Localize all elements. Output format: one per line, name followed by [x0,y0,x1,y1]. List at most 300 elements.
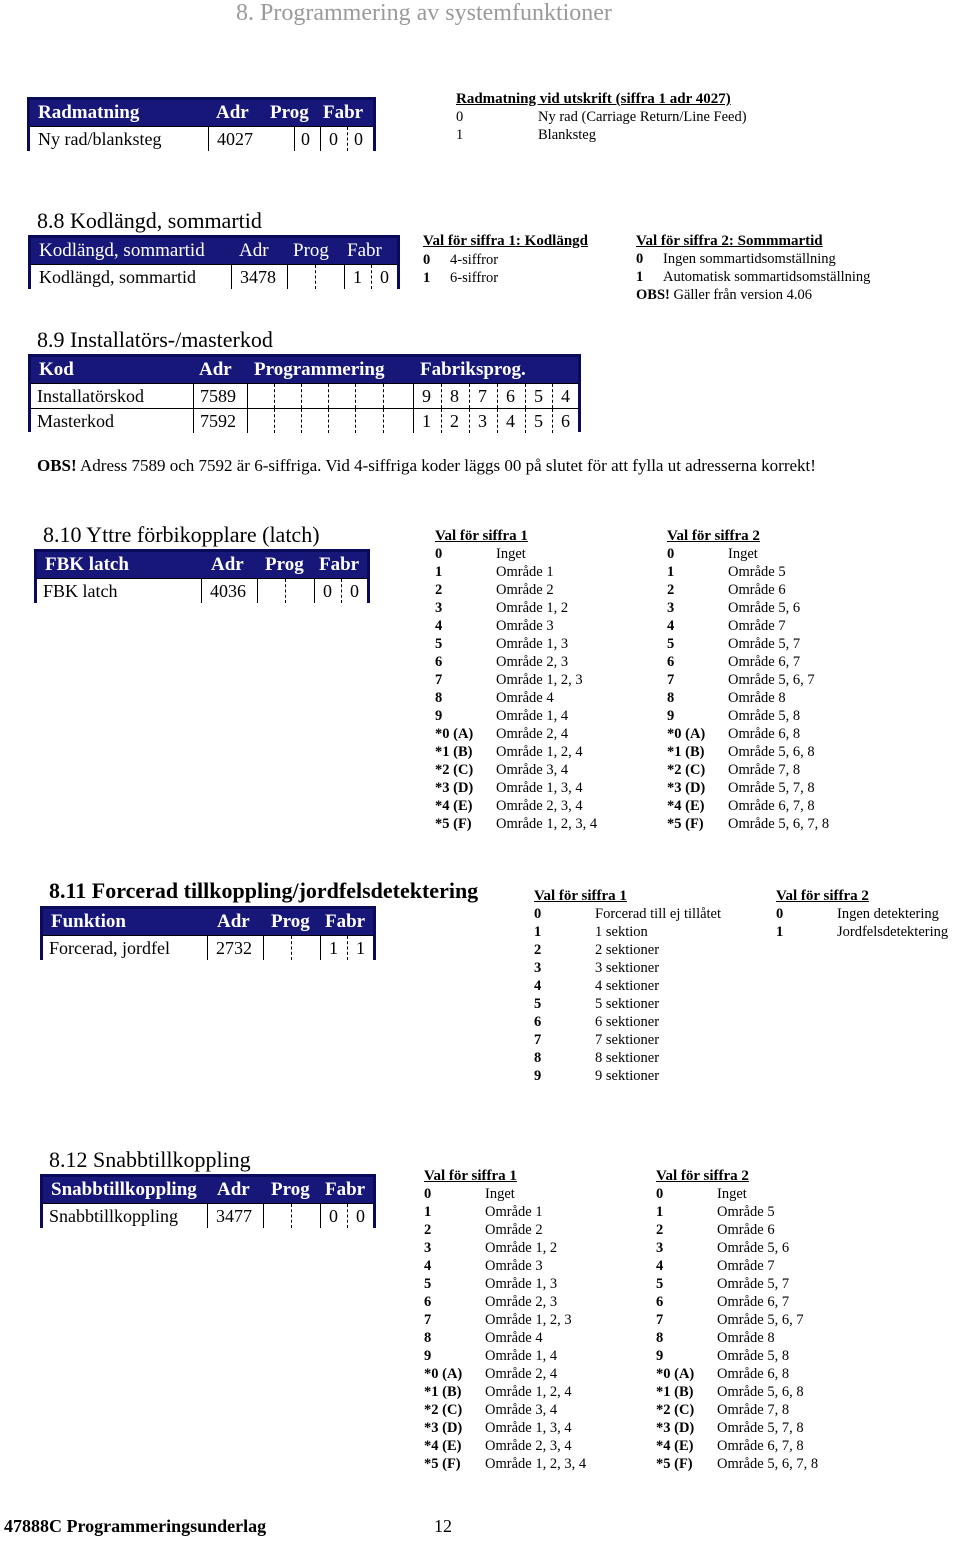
option-value: Område 2 [485,1222,543,1238]
list-item [424,1402,624,1420]
option-value: Område 6 [728,582,786,598]
header-name: Funktion [51,911,126,932]
option-key: *2 (C) [424,1402,463,1418]
option-key: 2 [424,1222,432,1238]
row-name: FBK latch [43,581,118,601]
obs-note [636,287,916,305]
option-key: *0 (A) [656,1366,695,1382]
prog-divider [291,936,293,960]
list-item [456,127,796,145]
prog-divider [285,579,287,603]
option-value: Område 5 [717,1204,775,1220]
prog-divider [291,1204,293,1228]
option-key: 6 [534,1014,542,1030]
fabr-digit: 1 [413,409,431,433]
fabr-digit: 4 [497,409,515,433]
list-item [435,798,635,816]
option-key: *5 (F) [424,1456,461,1472]
option-key: 3 [424,1240,432,1256]
table-row [31,408,578,433]
option-key: 9 [667,708,675,724]
row-fabr-1: 1 [320,936,338,960]
fabr-digit: 2 [441,409,459,433]
option-value: Område 5, 7 [717,1276,790,1292]
row-name: Installatörskod [37,386,144,406]
list-title: Val för siffra 1: Kodlängd [423,233,589,249]
option-value: Område 5, 6, 7, 8 [717,1456,819,1472]
section-heading: 8.9 Installatörs-/masterkod [37,327,273,352]
list-item [656,1204,856,1222]
list-item [776,906,958,924]
list-item [656,1366,856,1384]
option-value: Område 6, 8 [717,1366,790,1382]
row-fabr-2: 0 [341,579,359,603]
option-key: *4 (E) [435,798,473,814]
prog-divider [301,409,303,433]
table-row [30,126,373,151]
list-item [656,1420,856,1438]
option-value: Område 5, 6 [717,1240,790,1256]
option-value: Forcerad till ej tillåtet [595,906,722,922]
option-key: 8 [534,1050,542,1066]
list-item [435,672,635,690]
option-value: Område 1, 2 [496,600,569,616]
option-key: *4 (E) [667,798,705,814]
list-item [423,252,613,270]
option-key: 6 [656,1294,664,1310]
header-fabr: Fabr [325,1179,366,1200]
option-key: 1 [424,1204,432,1220]
header-name: Snabbtillkoppling [51,1179,197,1200]
list-item [667,816,867,834]
option-value: Område 4 [496,690,554,706]
list-item [656,1222,856,1240]
option-value: 6-siffror [450,270,499,286]
option-key: 8 [656,1330,664,1346]
list-item [424,1186,624,1204]
list-item [656,1384,856,1402]
row-name: Kodlängd, sommartid [39,267,196,287]
option-value: 6 sektioner [595,1014,660,1030]
option-value: Område 1, 2, 4 [485,1384,572,1400]
list-item [534,996,754,1014]
option-value: Område 1, 4 [496,708,569,724]
header-prog: Prog [265,554,304,575]
list-title: Val för siffra 2 [667,528,760,544]
table-header [37,552,367,578]
header-fabr: Fabr [347,240,382,261]
option-key: *0 (A) [667,726,706,742]
option-value: Område 5, 7, 8 [728,780,815,796]
list-item [435,744,635,762]
option-key: 1 [636,269,644,285]
option-key: 4 [424,1258,432,1274]
header-prog: Prog [293,240,329,261]
option-value: Område 6, 7 [728,654,801,670]
list-item [667,762,867,780]
option-key: 2 [656,1222,664,1238]
list-item [667,654,867,672]
table-header [31,238,397,264]
option-key: 1 [423,270,431,286]
header-prog: Prog [270,102,309,123]
option-value: Område 4 [485,1330,543,1346]
row-adr: 4027 [208,127,253,151]
option-value: Område 5, 6, 7 [728,672,815,688]
list-item [667,546,867,564]
header-fabr: Fabr [325,911,366,932]
list-item [424,1348,624,1366]
option-value: Område 1, 2, 3, 4 [485,1456,587,1472]
option-key: *1 (B) [424,1384,462,1400]
option-value: Område 1, 2, 4 [496,744,583,760]
fabr-digit: 4 [552,384,570,408]
list-title: Val för siffra 1 [435,528,528,544]
row-prog: 0 [294,127,310,151]
page-number: 12 [434,1516,452,1536]
table-row [43,935,373,960]
header-kod: Kod [39,359,74,380]
fabr-digit: 6 [552,409,570,433]
list-item [656,1186,856,1204]
option-value: Område 2, 3, 4 [496,798,583,814]
list-item [424,1204,624,1222]
obs-text: Adress 7589 och 7592 är 6-siffriga. Vid 4-siffriga koder läggs 00 på slutet för att fylla ut adresserna korrekt! [80,456,816,475]
option-key: 6 [667,654,675,670]
row-fabr-1: 0 [320,1204,338,1228]
prog-divider [315,265,317,289]
option-key: 1 [534,924,542,940]
list-item [667,744,867,762]
table-row [31,383,578,408]
list-item [776,924,958,942]
option-value: 4-siffror [450,252,499,268]
list-item [534,942,754,960]
header-adr: Adr [217,911,250,932]
section-heading: 8.11 Forcerad tillkoppling/jordfelsdetektering [49,878,479,903]
option-key: 0 [656,1186,664,1202]
list-item [534,978,754,996]
row-adr: 7592 [193,409,236,433]
option-key: 8 [435,690,443,706]
option-value: 5 sektioner [595,996,660,1012]
option-key: *2 (C) [435,762,474,778]
snabb-table [40,1174,376,1228]
option-value: Område 2, 3 [496,654,569,670]
fabr-digit: 6 [497,384,515,408]
option-key: 7 [667,672,675,688]
option-key: 1 [435,564,443,580]
header-adr: Adr [216,102,249,123]
list-item [534,906,754,924]
option-value: Område 1, 2, 3 [485,1312,572,1328]
option-key: 2 [534,942,542,958]
list-item [424,1240,624,1258]
list-item [435,654,635,672]
option-key: 3 [656,1240,664,1256]
option-list [656,1186,856,1478]
option-key: 0 [424,1186,432,1202]
option-key: 0 [636,251,644,267]
option-value: Område 2 [496,582,554,598]
option-value: Område 2, 3 [485,1294,558,1310]
list-item [435,636,635,654]
list-item [423,270,613,288]
header-adr: Adr [211,554,244,575]
fabr-digit: 5 [525,384,543,408]
option-key: 1 [656,1204,664,1220]
option-list [456,109,796,149]
option-key: 6 [435,654,443,670]
list-item [424,1456,624,1474]
option-key: 0 [435,546,443,562]
option-key: 0 [776,906,784,922]
row-fabr-1: 1 [344,265,362,289]
header-name: Radmatning [38,102,140,123]
list-item [656,1240,856,1258]
option-value: Inget [717,1186,747,1202]
row-adr: 7589 [193,384,236,408]
section-heading: 8.10 Yttre förbikopplare (latch) [43,522,320,547]
option-key: 5 [534,996,542,1012]
list-item [424,1330,624,1348]
option-value: Område 1, 3, 4 [485,1420,572,1436]
list-item [667,672,867,690]
prog-divider [263,1204,265,1228]
option-key: 7 [424,1312,432,1328]
list-item [667,798,867,816]
option-key: 4 [667,618,675,634]
option-key: *0 (A) [435,726,474,742]
option-value: Område 6, 7 [717,1294,790,1310]
option-key: 9 [656,1348,664,1364]
option-key: 1 [776,924,784,940]
option-value: 1 sektion [595,924,648,940]
prog-divider [274,409,276,433]
row-fabr-2: 0 [371,265,389,289]
list-item [534,924,754,942]
option-key: 0 [423,252,431,268]
option-value: Område 7 [717,1258,775,1274]
option-key: 9 [435,708,443,724]
option-value: Område 5, 8 [728,708,801,724]
option-key: *2 (C) [656,1402,695,1418]
prog-divider [383,409,385,433]
list-item [636,251,916,269]
option-key: 3 [534,960,542,976]
option-value: Område 5, 8 [717,1348,790,1364]
list-item [456,109,796,127]
row-name: Masterkod [37,411,114,431]
option-key: 0 [456,109,464,125]
list-item [656,1348,856,1366]
option-list [423,252,613,292]
header-fabriksprog: Fabriksprog. [420,359,526,380]
option-key: *1 (B) [656,1384,694,1400]
option-key: 0 [667,546,675,562]
list-title: Val för siffra 1 [534,888,627,904]
option-value: Område 1, 2, 3, 4 [496,816,598,832]
option-value: Område 5 [728,564,786,580]
list-item [435,762,635,780]
header-programmering: Programmering [254,359,385,380]
prog-divider [257,579,259,603]
header-name: FBK latch [45,554,129,575]
prog-divider [328,409,330,433]
prog-divider [301,384,303,408]
list-item [656,1294,856,1312]
list-item [424,1258,624,1276]
obs-text: Gäller från version 4.06 [673,287,812,303]
row-fabr-2: 0 [347,1204,365,1228]
option-value: Område 1, 3, 4 [496,780,583,796]
option-value: Område 5, 7 [728,636,801,652]
kodlangd-table [28,235,400,289]
option-value: Jordfelsdetektering [837,924,949,940]
list-item [667,582,867,600]
option-value: Område 3, 4 [485,1402,558,1418]
option-key: 9 [424,1348,432,1364]
option-list [534,906,754,1090]
fabr-digit: 7 [469,384,487,408]
option-value: Område 1, 2 [485,1240,558,1256]
option-value: 3 sektioner [595,960,660,976]
list-item [667,618,867,636]
list-item [534,1068,754,1086]
option-key: 2 [667,582,675,598]
list-item [435,726,635,744]
option-value: Inget [496,546,526,562]
list-item [667,690,867,708]
list-title: Val för siffra 2: Sommmartid [636,233,823,249]
option-value: Område 2, 3, 4 [485,1438,572,1454]
list-item [424,1222,624,1240]
option-value: Område 3, 4 [496,762,569,778]
table-row [43,1203,373,1228]
option-value: Område 3 [485,1258,543,1274]
option-key: 7 [534,1032,542,1048]
list-item [534,960,754,978]
option-key: 0 [534,906,542,922]
option-list [776,906,958,946]
row-name: Forcerad, jordfel [49,938,170,958]
option-value: Område 1, 4 [485,1348,558,1364]
option-key: *1 (B) [667,744,705,760]
list-item [424,1276,624,1294]
prog-divider [383,384,385,408]
row-adr: 4036 [201,579,246,603]
fabr-digit: 8 [441,384,459,408]
option-value: Ingen detektering [837,906,939,922]
list-item [435,564,635,582]
row-name: Ny rad/blanksteg [38,129,162,149]
header-fabr: Fabr [319,554,360,575]
prog-divider [355,384,357,408]
section-heading: 8.12 Snabbtillkoppling [49,1147,251,1172]
row-name: Snabbtillkoppling [49,1206,179,1226]
obs-label: OBS! [636,287,670,303]
list-item [667,636,867,654]
option-value: Område 7, 8 [717,1402,790,1418]
option-key: 8 [667,690,675,706]
installator-table [28,354,581,432]
header-adr: Adr [217,1179,250,1200]
option-value: Område 5, 6, 8 [717,1384,804,1400]
row-fabr-1: 0 [320,127,338,151]
row-fabr-1: 0 [314,579,332,603]
list-item [435,816,635,834]
option-value: Område 1 [485,1204,543,1220]
list-item [424,1294,624,1312]
forcerad-table [40,906,376,960]
option-list [435,546,635,838]
option-value: Område 2, 4 [496,726,569,742]
option-value: Inget [485,1186,515,1202]
list-item [636,269,916,287]
row-adr: 2732 [207,936,252,960]
list-item [435,690,635,708]
option-value: Område 1, 3 [496,636,569,652]
option-key: *1 (B) [435,744,473,760]
fbk-table [34,549,370,603]
table-header [43,909,373,935]
option-key: *3 (D) [667,780,706,796]
fabr-digit: 9 [413,384,431,408]
table-header [30,100,373,126]
option-key: 2 [435,582,443,598]
list-item [534,1014,754,1032]
list-item [656,1438,856,1456]
option-key: 8 [424,1330,432,1346]
option-value: Ingen sommartidsomställning [663,251,836,267]
footer-doc: 47888C Programmeringsunderlag [4,1516,267,1536]
option-value: Område 6, 7, 8 [717,1438,804,1454]
option-value: Område 8 [717,1330,775,1346]
option-value: Ny rad (Carriage Return/Line Feed) [538,109,747,125]
option-value: Område 5, 7, 8 [717,1420,804,1436]
option-value: 2 sektioner [595,942,660,958]
prog-divider [287,265,289,289]
list-title: Val för siffra 2 [656,1168,749,1184]
list-item [667,726,867,744]
list-item [667,708,867,726]
option-value: Område 1 [496,564,554,580]
option-key: *3 (D) [656,1420,695,1436]
fabr-digit: 5 [525,409,543,433]
option-key: *4 (E) [424,1438,462,1454]
option-value: 8 sektioner [595,1050,660,1066]
option-list [636,251,916,309]
option-key: 5 [656,1276,664,1292]
list-item [667,564,867,582]
list-item [656,1276,856,1294]
option-key: 9 [534,1068,542,1084]
option-list [424,1186,624,1478]
option-value: Område 1, 3 [485,1276,558,1292]
option-key: 3 [667,600,675,616]
option-value: 7 sektioner [595,1032,660,1048]
option-value: Område 5, 6, 7, 8 [728,816,830,832]
header-adr: Adr [239,240,269,261]
list-item [656,1456,856,1474]
list-item [667,780,867,798]
option-key: 7 [656,1312,664,1328]
header-fabr: Fabr [323,102,364,123]
option-value: 9 sektioner [595,1068,660,1084]
option-key: 5 [424,1276,432,1292]
option-key: *5 (F) [656,1456,693,1472]
row-fabr-2: 0 [347,127,363,151]
